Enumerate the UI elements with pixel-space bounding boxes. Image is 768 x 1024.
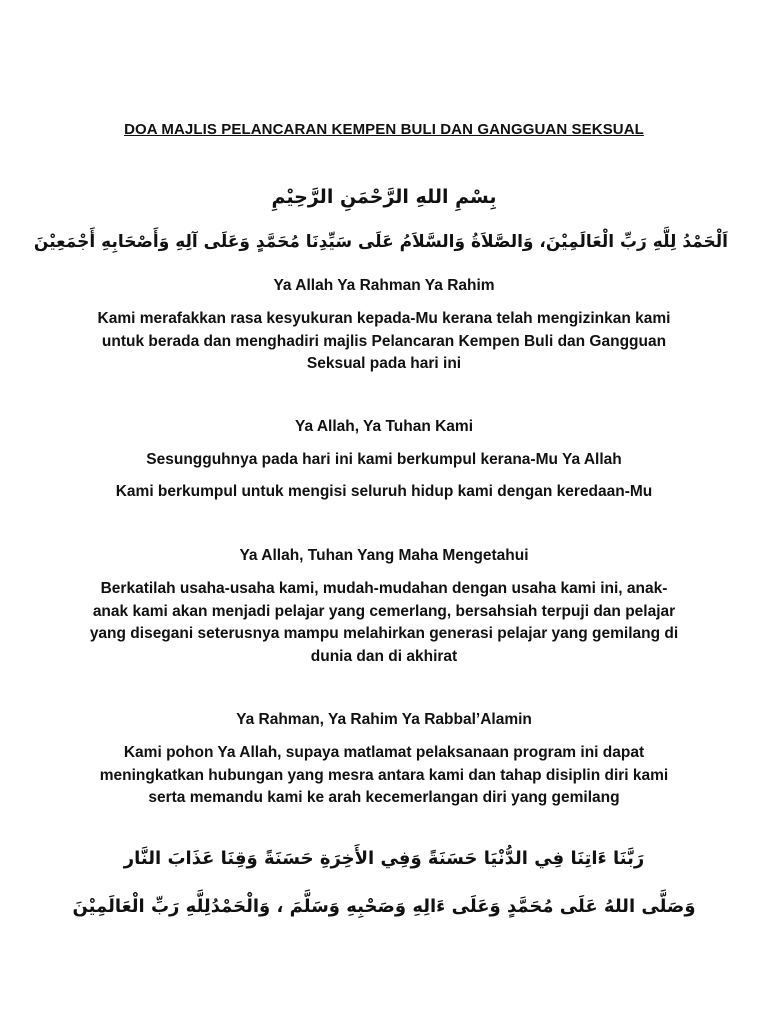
arabic-rabbana: رَبَّنَا ءَاتِنَا فِي الدُّنْيَا حَسَنَةً وَفِي الأَخِرَةِ حَسَنَةً وَقِنَا عَذَابَ النَّار: [123, 848, 645, 869]
prayer-paragraph-2b: Kami berkumpul untuk mengisi seluruh hidup kami dengan keredaan-Mu: [115, 483, 653, 500]
arabic-closing: وَصَلَّى اللهُ عَلَى مُحَمَّدٍ وَعَلَى ءَالِهِ وَصَحْبِهِ وَسَلَّمَ ، وَالْحَمْدُلِلَّهِ رَبِّ الْعَالَمِيْنَ: [72, 896, 696, 917]
prayer-paragraph-1: Kami merafakkan rasa kesyukuran kepada-Mu kerana telah mengizinkan kami untuk berada dan menghadiri majlis Pelancaran Kempen Buli dan Gangguan Seksual pada hari ini: [97, 310, 671, 372]
prayer-heading-2: Ya Allah, Ya Tuhan Kami: [294, 418, 474, 435]
document-title: DOA MAJLIS PELANCARAN KEMPEN BULI DAN GANGGUAN SEKSUAL: [124, 121, 644, 138]
prayer-heading-3: Ya Allah, Tuhan Yang Maha Mengetahui: [239, 547, 529, 564]
prayer-paragraph-2a: Sesungguhnya pada hari ini kami berkumpul kerana-Mu Ya Allah: [146, 451, 622, 468]
prayer-heading-4: Ya Rahman, Ya Rahim Ya Rabbal’Alamin: [236, 711, 532, 728]
prayer-heading-1: Ya Allah Ya Rahman Ya Rahim: [273, 277, 495, 294]
prayer-paragraph-4: Kami pohon Ya Allah, supaya matlamat pelaksanaan program ini dapat meningkatkan hubungan yang mesra antara kami dan tahap disiplin diri kami serta memandu kami ke arah kecemerlangan diri yang gemilang: [99, 744, 669, 806]
prayer-paragraph-3: Berkatilah usaha-usaha kami, mudah-mudahan dengan usaha kami ini, anak-anak kami akan menjadi pelajar yang cemerlang, bersahsiah terpuji dan pelajar yang disegani seterusnya mampu melahirkan generasi pelajar yang gemilang di dunia dan di akhirat: [89, 580, 679, 665]
arabic-hamd: اَلْحَمْدُ لِلَّهِ رَبِّ الْعَالَمِيْنَ، وَالصَّلاَةُ وَالسَّلاَمُ عَلَى سَيِّدِنَا مُحَمَّدٍ وَعَلَى آلِهِ وَأَصْحَابِهِ أَجْمَعِيْنَ: [33, 232, 728, 252]
arabic-basmala: بِسْمِ اللهِ الرَّحْمَنِ الرَّحِيْمِ: [271, 186, 497, 208]
